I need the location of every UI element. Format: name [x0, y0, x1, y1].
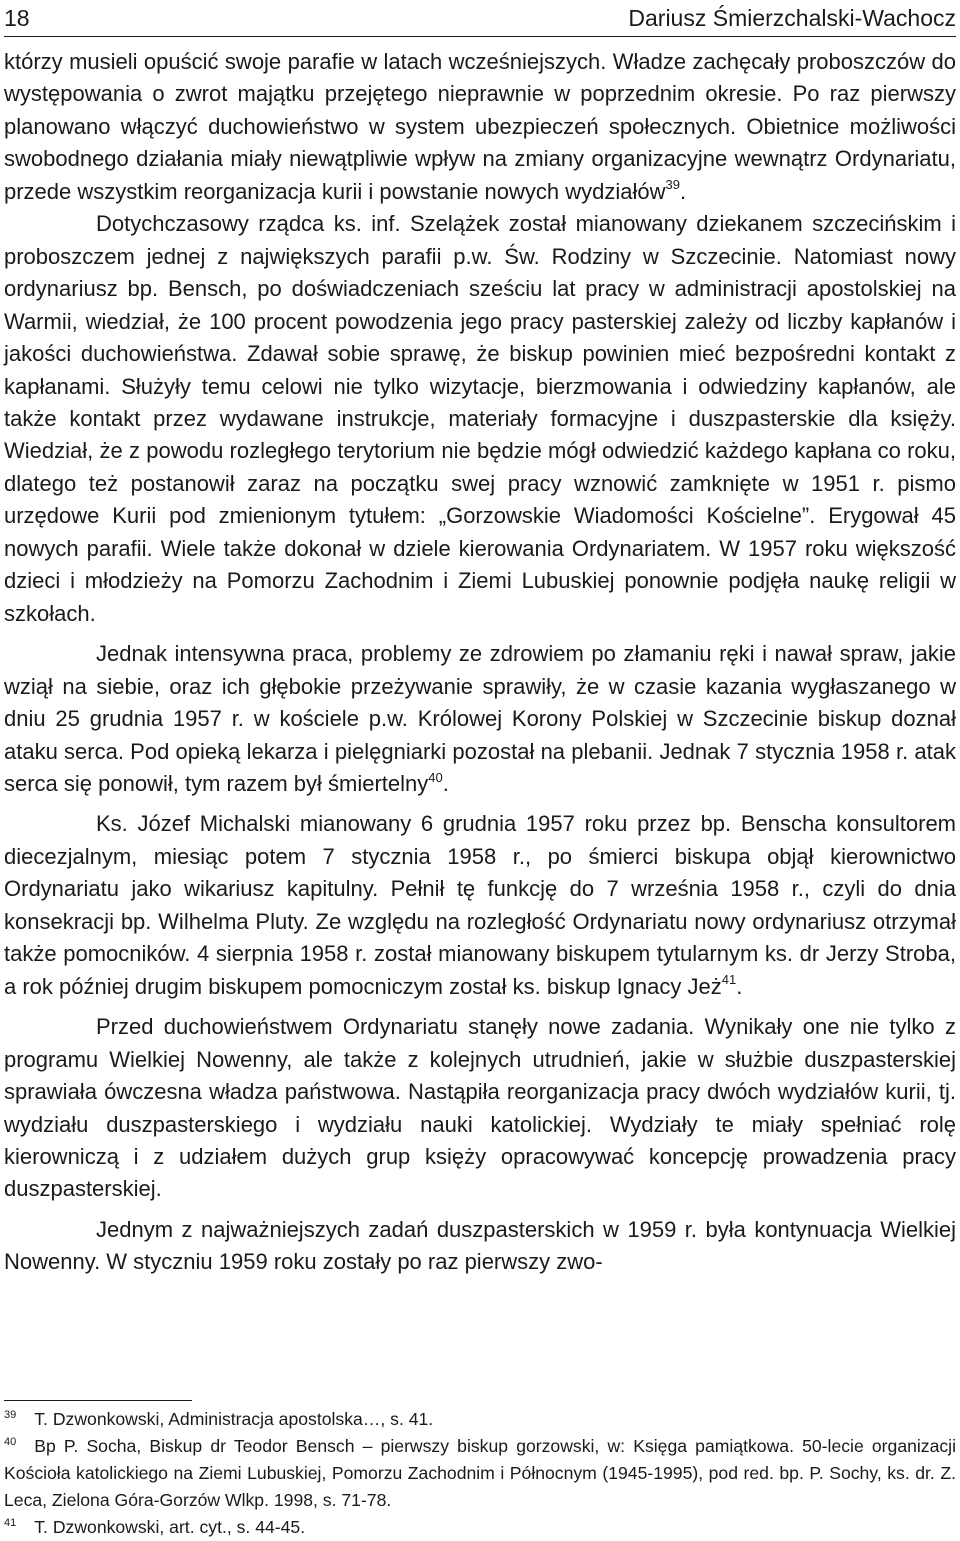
footnote-40 [4, 1433, 956, 1514]
footnotes [4, 1406, 956, 1541]
footnote-text: T. Dzwonkowski, art. cyt., s. 44-45. [34, 1517, 306, 1537]
body-text [4, 46, 956, 1279]
footnote-41 [4, 1514, 956, 1541]
footnote-mark: 41 [4, 1517, 17, 1530]
paragraph-6 [4, 1214, 956, 1279]
footnote-separator [4, 1400, 192, 1401]
paragraph-text: . [736, 973, 743, 999]
footnote-ref-39[interactable]: 39 [665, 177, 680, 193]
paragraph-4 [4, 808, 956, 1003]
header-rule [4, 36, 956, 37]
paragraph-text: Ks. Józef Michalski mianowany 6 grudnia 1957 roku przez bp. Benscha konsultorem diecezjalnym, miesiąc potem 7 stycznia 1958 r., po śmierci biskupa objął kierownictwo Ordynariatu jako wikariusz kapitulny. Pełnił tę funkcję do 7 września 1958 r., czyli do dnia konsekracji bp. Wilhelma Pluty. Ze względu na rozległość Ordynariatu nowy ordynariusz otrzymał także pomocników. 4 sierpnia 1958 r. został mianowany biskupem tytularnym ks. dr Jerzy Stroba, a rok później drugim biskupem pomocniczym został ks. biskup Ignacy Jeż [4, 811, 956, 999]
paragraph-text: Jednym z najważniejszych zadań duszpasterskich w 1959 r. była kontynuacja Wielkiej Nowenny. W styczniu 1959 roku zostały po raz pierwszy zwo- [4, 1216, 956, 1275]
paragraph-text: . [442, 770, 449, 796]
running-title: Dariusz Śmierzchalski-Wachocz [628, 5, 956, 31]
paragraph-3 [4, 638, 956, 800]
footnote-text: Bp P. Socha, Biskup dr Teodor Bensch – pierwszy biskup gorzowski, w: Księga pamiątkowa. 50-lecie organizacji Kościoła katolickiego na Ziemi Lubuskiej, Pomorzu Zachodnim i Północnym (1945-1995), pod red. bp. P. Sochy, ks. dr. Z. Leca, Zielona Góra-Gorzów Wlkp. 1998, s. 71-78. [4, 1436, 956, 1510]
footnote-39 [4, 1406, 956, 1433]
footnote-mark: 39 [4, 1409, 17, 1422]
paragraph-text: . [679, 178, 687, 204]
paragraph-text: Jednak intensywna praca, problemy ze zdrowiem po złamaniu ręki i nawał spraw, jakie wziął na siebie, oraz ich głębokie przeżywanie sprawiły, że w czasie kazania wygłaszanego w dniu 25 grudnia 1957 r. w kościele p.w. Królowej Korony Polskiej w Szczecinie biskup doznał ataku serca. Pod opieką lekarza i pielęgniarki pozostał na plebanii. Jednak 7 stycznia 1958 r. atak serca się ponowił, tym razem był śmiertelny [4, 641, 956, 796]
footnote-ref-40[interactable]: 40 [428, 769, 443, 785]
running-header [4, 4, 956, 36]
paragraph-text: Przed duchowieństwem Ordynariatu stanęły nowe zadania. Wynikały one nie tylko z programu Wielkiej Nowenny, ale także z kolejnych utrudnień, jakie w służbie duszpasterskiej sprawiała ówczesna władza państwowa. Nastąpiła reorganizacja pracy dwóch wydziałów kurii, tj. wydziału duszpasterskiego i wydziału nauki katolickiej. Wydziały te miały spełniać rolę kierowniczą i z udziałem dużych grup księży opracowywać koncepcję prowadzenia pracy duszpasterskiej. [4, 1014, 956, 1202]
paragraph-5 [4, 1011, 956, 1206]
paragraph-1 [4, 46, 956, 208]
footnote-text: T. Dzwonkowski, Administracja apostolska…, s. 41. [34, 1409, 434, 1429]
page-number: 18 [4, 5, 30, 31]
paragraph-text: którzy musieli opuścić swoje parafie w latach wcześniejszych. Władze zachęcały proboszczów do występowania o zwrot majątku przejętego nieprawnie w poprzednim okresie. Po raz pierwszy planowano włączyć duchowieństwo w system ubezpieczeń społecznych. Obietnice możliwości swobodnego działania miały niewątpliwie wpływ na zmiany organizacyjne wewnątrz Ordynariatu, przede wszystkim reorganizacja kurii i powstanie nowych wydziałów [4, 49, 956, 204]
footnote-mark: 40 [4, 1436, 17, 1449]
footnote-ref-41[interactable]: 41 [721, 972, 737, 988]
paragraph-text: Dotychczasowy rządca ks. inf. Szelążek został mianowany dziekanem szczecińskim i proboszczem jednej z największych parafii p.w. Św. Rodziny w Szczecinie. Natomiast nowy ordynariusz bp. Bensch, po doświadczeniach sześciu lat pracy w administracji apostolskiej na Warmii, wiedział, że 100 procent powodzenia jego pracy pasterskiej zależy od liczby kapłanów i jakości duchowieństwa. Zdawał sobie sprawę, że biskup powinien mieć bezpośredni kontakt z kapłanami. Służyły temu celowi nie tylko wizytacje, bierzmowania i odwiedziny kapłanów, ale także kontakt przez wydawane instrukcje, materiały formacyjne i duszpasterskie dla księży. Wiedział, że z powodu rozległego terytorium nie będzie mógł odwiedzić każdego kapłana co roku, dlatego też postanowił zaraz na początku swej pracy wznowić zamknięte w 1951 r. pismo urzędowe Kurii pod zmienionym tytułem: „Gorzowskie Wiadomości Kościelne”. Erygował 45 nowych parafii. Wiele także dokonał w dziele kierowania Ordynariatem. W 1957 roku większość dzieci i młodzieży na Pomorzu Zachodnim i Ziemi Lubuskiej ponownie podjęła naukę religii w szkołach. [4, 211, 956, 626]
paragraph-2 [4, 208, 956, 630]
